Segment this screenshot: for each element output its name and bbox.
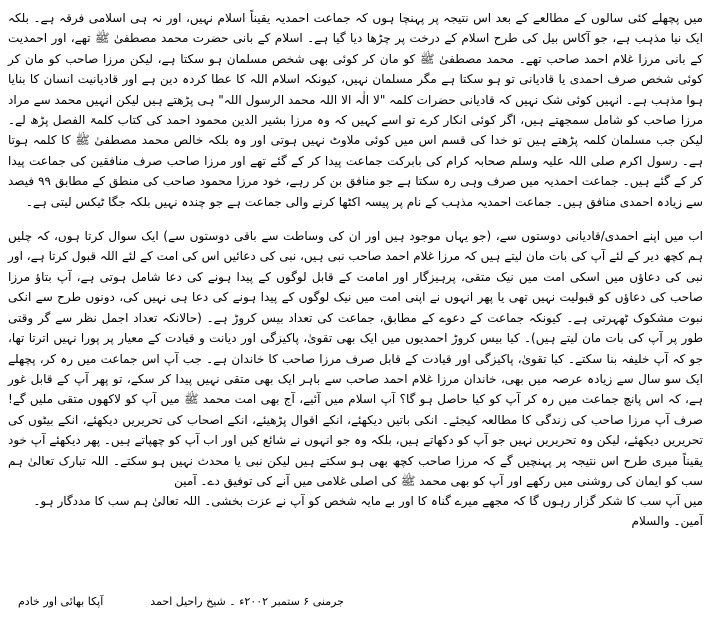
signature-dash: ۔ [229,595,236,608]
signature-name: شیخ راحیل احمد [150,595,226,608]
letter-paragraph-1: میں پچھلے کئی سالوں کے مطالعے کے بعد اس نتیجہ پر پہنچا ہوں کہ جماعت احمدیہ یقیناً اسلام نہیں، اور نہ ہی اسلامی فرقہ ہے۔ بلکہ ایک نیا مذہب ہے، جو آکاس بیل کی طرح اسلام کے درخت پر چڑھا دیا گیا ہے۔ اسلام کے بانی حضرت محمد مصطفیٰ ﷺ تھے، اور احمدیت کے بانی مرزا غلام احمد صاحب تھے۔ محمد مصطفیٰ ﷺ کو مان کر کوئی بھی شخص مسلمان ہو سکتا ہے، لیکن مرزا صاحب کو مان کر کوئی شخص صرف احمدی یا قادیانی تو ہو سکتا ہے مگر مسلمان نہیں، کیونکہ اسلام اللہ کا عطا کردہ دین ہے اور قادیانیت انسان کا بنایا ہوا مذہب ہے۔ انہیں کوئی شک نہیں کہ قادیانی حضرات کلمہ "لا الٰہ الا اللہ محمد الرسول اللہ" ہی پڑھتے ہیں لیکن انہیں محمد سے مراد مرزا صاحب کو شامل سمجھتے ہیں، اگر کوئی انکار کرے تو اسے کہیں کہ وہ مرزا بشیر الدین محمود احمد کی کتاب کلمۃ الفصل پڑھ لے۔ لیکن جب مسلمان کلمہ پڑھتے ہیں تو خدا کی قسم اس میں کوئی ملاوٹ نہیں ہوتی اور وہ بلکہ خالص محمد مصطفیٰ ﷺ کا کلمہ ہوتا ہے۔ رسول اکرم صلی اللہ علیہ وسلم صحابہ کرام کی بابرکت جماعت پیدا کر کے گئے تھے اور مرزا صاحب صرف منافقین کی جماعت پیدا کر کے گئے ہیں۔ جماعت احمدیہ میں صرف وہی رہ سکتا ہے جو منافق بن کر رہے، خود مرزا محمود صاحب کی منطق کے مطابق ۹۹ فیصد سے زیادہ احمدی منافق ہیں۔ جماعت احمدیہ مذہب کے نام پر پیسہ اکٹھا کرنے والی جماعت ہے جو چندہ نہیں بلکہ جگا ٹیکس لیتی ہے۔ [8,11,703,209]
signature-sender-line: آپکا بھائی اور خادم [18,595,104,608]
letter-paragraph-2: اب میں اپنے احمدی/قادیانی دوستوں سے، (جو یہاں موجود ہیں اور ان کی وساطت سے باقی دوستوں سے) ایک سوال کرتا ہوں، کہ چلیں ہم کچھ دیر کے لئے آپ کی بات مان لیتے ہیں کہ مرزا غلام احمد صاحب نبی ہیں، نبی کی دعائیں اس کی امت کے لئے اللہ قبول کرتا ہے، اور نبی کی دعاؤں میں اسکی امت میں نیک متقی، پرہیزگار اور امامت کے قابل لوگوں کے پیدا ہونے کی دعا شامل ہوتی ہے، آپ بتاؤ مرزا صاحب کی دعاؤں کو قبولیت نہیں تھی یا پھر انہوں نے اپنی امت میں نیک لوگوں کے پیدا ہونے کی دعا ہی نہیں کی، دونوں طرح سے انکی نبوت مشکوک ٹھہرتی ہے۔ کیونکہ جماعت کے دعوے کے مطابق، جماعت کی تعداد بیس کروڑ ہے۔ (حالانکہ تعداد اجمل نظر سے گر وقتی طور پر آپ کی بات مان لیتے ہیں)۔ کیا بیس کروڑ احمدیوں میں ایک بھی تقویٰ، پاکیزگی اور دیانت و قیادت کے معیار پر پورا نہیں اترتا تھا، جو کہ آپ خلیفہ بنا سکتے۔ کیا تقویٰ، پاکیزگی اور قیادت کے قابل صرف مرزا صاحب کا خاندان ہے۔ جب آپ اس جماعت میں رہ کر، پچھلے ایک سو سال سے زیادہ عرصہ میں بھی، خاندان مرزا غلام احمد صاحب سے باہر ایک بھی متقی نہیں پیدا کر سکے، تو پھر آپ کے قابل غور ہے، کہ اس پانچ جماعت میں رہ کر آپ کو کیا حاصل ہو گا؟ آپ اسلام میں آئیے، آج بھی امت محمد ﷺ میں آپ کو لاکھوں متقی ملیں گے! صرف آپ مرزا صاحب کی زندگی کا مطالعہ کیجئے۔ انکی باتیں دیکھئے، انکے اقوال پڑھیئے، انکے اصحاب کی تحریریں دیکھئے، انکے بیٹوں کی تحریریں دیکھئے، لیکن وہ تحریریں نہیں جو آپ کو دکھاتے ہیں، بلکہ وہ جو انہوں نے شائع کیں اور اب آپ کو چھپاتے ہیں۔ پھر دیکھئے آپ خود یقیناً میری طرح اس نتیجہ پر پہنچیں گے کہ مرزا صاحب کچھ بھی ہو سکتے ہیں لیکن نبی یا محدث نہیں ہو سکتے۔ اللہ تبارک تعالیٰ ہم سب کو ایمان کی روشنی میں رکھے اور آپ کو بھی محمد ﷺ کی اصلی غلامی میں آنے کی توفیق دے۔ آمین [8,229,703,488]
letter-closing: میں آپ سب کا شکر گزار رہوں گا کہ مجھے میرے گناہ کا اور بے مایہ شخص کو آپ نے عزت بخشی۔ اللہ تعالیٰ ہم سب کا مددگار ہو۔ آمین۔ والسلام [33,494,703,529]
signature-location-date: جرمنی ۶ ستمبر ۲۰۰۲ء [239,595,344,608]
signature-block [18,594,344,610]
